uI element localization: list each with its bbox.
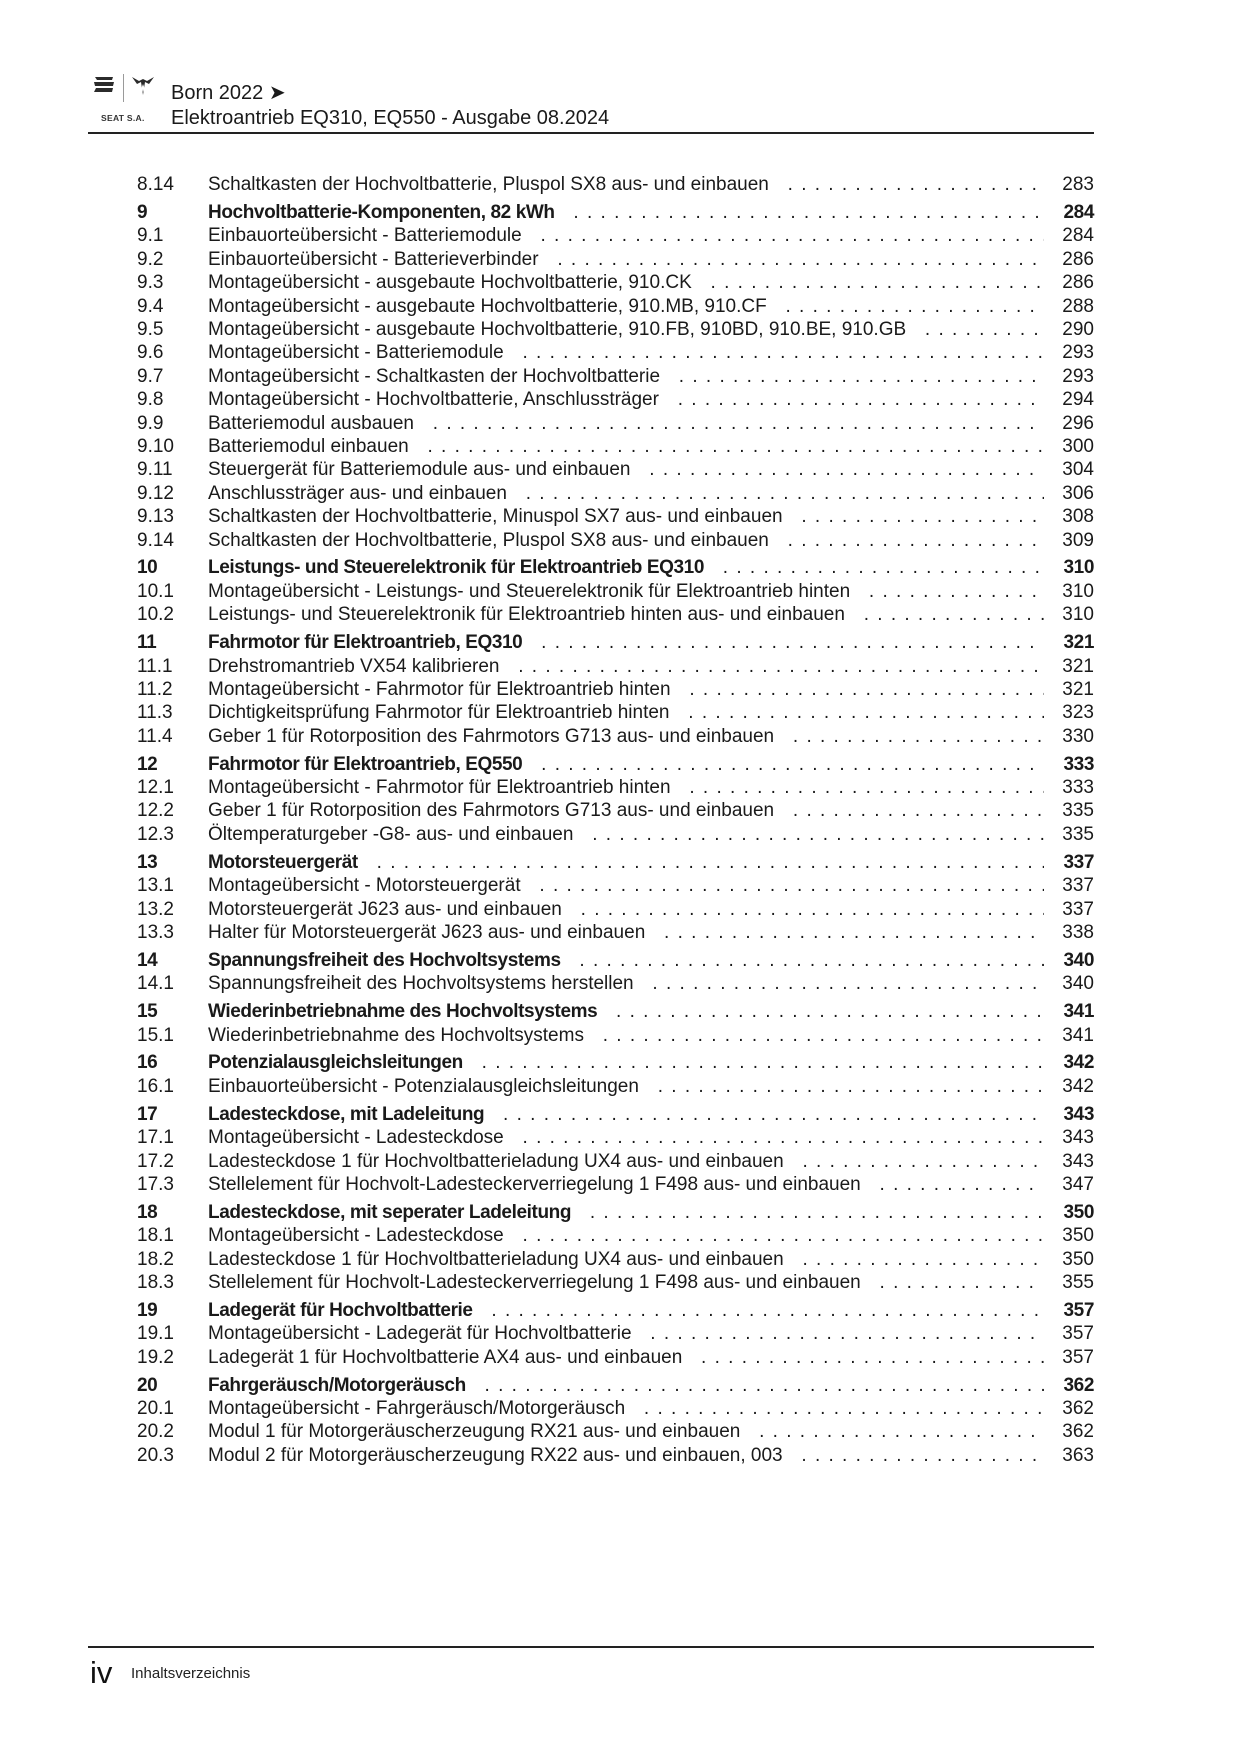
toc-entry-number: 9.4	[137, 295, 164, 317]
toc-entry-page[interactable]: 357	[1044, 1345, 1094, 1371]
toc-entry-number: 9.2	[137, 248, 164, 270]
toc-entry-title-with-leader	[208, 387, 1090, 413]
toc-entry-title-with-leader	[208, 602, 1090, 628]
toc-entry-number: 17.2	[137, 1150, 174, 1172]
page-header	[0, 0, 1240, 140]
toc-section-entry[interactable]	[0, 528, 1240, 554]
toc-entry-number: 16.1	[137, 1075, 174, 1097]
toc-entry-number: 20.2	[137, 1421, 174, 1443]
toc-entry-title-with-leader	[208, 1419, 1090, 1445]
toc-entry-title[interactable]: Spannungsfreiheit des Hochvoltsystems herstellen	[208, 973, 634, 995]
toc-entry-title[interactable]: Montageübersicht - Schaltkasten der Hochvoltbatterie	[208, 365, 661, 387]
toc-entry-title-with-leader	[208, 172, 1090, 198]
toc-entry-title-with-leader	[208, 481, 1090, 507]
toc-entry-title[interactable]: Montageübersicht - Fahrgeräusch/Motorgeräusch	[208, 1398, 626, 1419]
toc-entry-title[interactable]: Montageübersicht - Ladesteckdose	[208, 1127, 504, 1149]
toc-entry-title-with-leader	[208, 504, 1090, 530]
toc-entry-title[interactable]: Fahrgeräusch/Motorgeräusch	[208, 1374, 466, 1396]
toc-entry-title[interactable]: Spannungsfreiheit des Hochvoltsystems	[208, 949, 561, 971]
toc-entry-page[interactable]: 363	[1044, 1443, 1094, 1469]
toc-entry-title[interactable]: Montageübersicht - Ladegerät für Hochvoltbatterie	[208, 1323, 632, 1345]
toc-entry-title-with-leader	[208, 555, 1090, 581]
toc-entry-title[interactable]: Motorsteuergerät	[208, 851, 358, 873]
toc-section-entry[interactable]	[0, 364, 1240, 390]
toc-entry-page[interactable]: 310	[1044, 555, 1094, 581]
toc-entry-title-with-leader	[208, 1050, 1090, 1076]
toc-entry-page[interactable]: 340	[1044, 971, 1094, 997]
model-title: Born 2022 ➤	[171, 82, 286, 104]
toc-section-entry[interactable]	[0, 1023, 1240, 1049]
toc-entry-number: 19.1	[137, 1323, 174, 1345]
toc-chapter-entry[interactable]	[0, 200, 1240, 226]
toc-chapter-entry[interactable]	[0, 630, 1240, 656]
toc-entry-title[interactable]: Montageübersicht - ausgebaute Hochvoltbatterie, 910.MB, 910.CF	[208, 295, 767, 317]
toc-entry-title-with-leader	[208, 340, 1090, 366]
toc-entry-number: 13.1	[137, 875, 174, 897]
toc-entry-number: 20	[137, 1374, 158, 1396]
toc-entry-title[interactable]: Montageübersicht - Ladesteckdose	[208, 1225, 504, 1247]
toc-entry-title-with-leader	[208, 1345, 1090, 1371]
toc-entry-page[interactable]: 341	[1044, 999, 1094, 1025]
toc-section-entry[interactable]	[0, 387, 1240, 413]
toc-entry-title-with-leader	[208, 654, 1090, 680]
toc-entry-title[interactable]: Schaltkasten der Hochvoltbatterie, Minuspol SX7 aus- und einbauen	[208, 506, 783, 528]
toc-section-entry[interactable]	[0, 1247, 1240, 1273]
toc-entry-title[interactable]: Leistungs- und Steuerelektronik für Elektroantrieb EQ310	[208, 557, 704, 579]
toc-entry-page[interactable]: 337	[1044, 897, 1094, 923]
toc-entry-page[interactable]: 355	[1044, 1270, 1094, 1296]
toc-entry-page[interactable]: 333	[1044, 752, 1094, 778]
toc-entry-title-with-leader	[208, 822, 1090, 848]
toc-entry-number: 14	[137, 949, 158, 971]
toc-section-entry[interactable]	[0, 1321, 1240, 1347]
document-subtitle: Elektroantrieb EQ310, EQ550 - Ausgabe 08.2024	[171, 107, 610, 129]
toc-entry-page[interactable]: 284	[1044, 223, 1094, 249]
toc-section-entry[interactable]	[0, 920, 1240, 946]
toc-entry-title-with-leader	[208, 677, 1090, 703]
toc-entry-page[interactable]: 342	[1044, 1074, 1094, 1100]
toc-entry-title[interactable]: Dichtigkeitsprüfung Fahrmotor für Elektroantrieb hinten	[208, 702, 670, 724]
toc-entry-title-with-leader	[208, 1223, 1090, 1249]
toc-entry-title-with-leader	[208, 948, 1090, 974]
toc-entry-page[interactable]: 290	[1044, 317, 1094, 343]
toc-entry-title-with-leader	[208, 920, 1090, 946]
toc-entry-number: 9.5	[137, 318, 164, 340]
toc-section-entry[interactable]	[0, 434, 1240, 460]
toc-entry-page[interactable]: 337	[1044, 873, 1094, 899]
toc-entry-title[interactable]: Öltemperaturgeber -G8- aus- und einbauen	[208, 823, 574, 845]
seat-logo-icon	[93, 76, 115, 93]
toc-entry-number: 11.4	[137, 725, 173, 747]
toc-entry-title[interactable]: Ladegerät 1 für Hochvoltbatterie AX4 aus- und einbauen	[208, 1346, 683, 1368]
toc-entry-page[interactable]: 340	[1044, 948, 1094, 974]
toc-section-entry[interactable]	[0, 340, 1240, 366]
toc-section-entry[interactable]	[0, 654, 1240, 680]
toc-entry-page[interactable]: 306	[1044, 481, 1094, 507]
toc-entry-number: 8.14	[137, 174, 174, 195]
toc-section-entry[interactable]	[0, 822, 1240, 848]
toc-entry-title[interactable]: Einbauorteübersicht - Batteriemodule	[208, 225, 522, 247]
toc-entry-page[interactable]: 293	[1044, 364, 1094, 390]
toc-entry-title-with-leader	[208, 724, 1090, 750]
toc-entry-title[interactable]: Hochvoltbatterie-Komponenten, 82 kWh	[208, 201, 555, 223]
toc-entry-page[interactable]: 343	[1044, 1149, 1094, 1175]
toc-entry-title-with-leader	[208, 1270, 1090, 1296]
toc-section-entry[interactable]	[0, 971, 1240, 997]
toc-entry-title[interactable]: Drehstromantrieb VX54 kalibrieren	[208, 655, 500, 677]
toc-chapter-entry[interactable]	[0, 752, 1240, 778]
toc-chapter-entry[interactable]	[0, 850, 1240, 876]
toc-section-entry[interactable]	[0, 1223, 1240, 1249]
toc-entry-title-with-leader	[208, 1023, 1090, 1049]
toc-section-entry[interactable]	[0, 1419, 1240, 1445]
toc-entry-number: 15	[137, 1001, 158, 1023]
toc-entry-page[interactable]: 335	[1044, 798, 1094, 824]
toc-entry-title-with-leader	[208, 700, 1090, 726]
toc-entry-title-with-leader	[208, 1102, 1090, 1128]
toc-entry-title-with-leader	[208, 1443, 1090, 1469]
toc-entry-title[interactable]: Ladegerät für Hochvoltbatterie	[208, 1299, 473, 1321]
toc-chapter-entry[interactable]	[0, 1200, 1240, 1226]
toc-entry-number: 10.2	[137, 604, 174, 626]
footer-section-label: Inhaltsverzeichnis	[131, 1665, 251, 1682]
toc-entry-title-with-leader	[208, 775, 1090, 801]
toc-entry-page[interactable]: 296	[1044, 411, 1094, 437]
toc-section-entry[interactable]	[0, 1074, 1240, 1100]
toc-entry-page[interactable]: 321	[1044, 677, 1094, 703]
toc-entry-title[interactable]: Geber 1 für Rotorposition des Fahrmotors G713 aus- und einbauen	[208, 800, 775, 822]
toc-entry-title[interactable]: Steuergerät für Batteriemodule aus- und einbauen	[208, 459, 631, 481]
toc-entry-title-with-leader	[208, 364, 1090, 390]
toc-entry-page[interactable]: 338	[1044, 920, 1094, 946]
toc-chapter-entry[interactable]	[0, 555, 1240, 581]
toc-entry-number: 9.3	[137, 272, 164, 294]
toc-entry-page[interactable]: 283	[1044, 172, 1094, 198]
toc-entry-page[interactable]: 286	[1044, 247, 1094, 273]
toc-entry-page[interactable]: 309	[1044, 528, 1094, 554]
toc-section-entry[interactable]	[0, 1149, 1240, 1175]
toc-entry-page[interactable]: 284	[1044, 200, 1094, 226]
toc-section-entry[interactable]	[0, 457, 1240, 483]
toc-entry-number: 13.3	[137, 921, 174, 943]
toc-chapter-entry[interactable]	[0, 1373, 1240, 1399]
toc-section-entry[interactable]	[0, 223, 1240, 249]
toc-chapter-entry[interactable]	[0, 1102, 1240, 1128]
toc-entry-number: 9.7	[137, 365, 164, 387]
toc-section-entry[interactable]	[0, 579, 1240, 605]
toc-entry-number: 9.10	[137, 435, 174, 457]
toc-entry-number: 9.6	[137, 342, 164, 364]
toc-entry-page[interactable]: 362	[1044, 1373, 1094, 1399]
toc-section-entry[interactable]	[0, 1125, 1240, 1151]
toc-entry-title[interactable]: Batteriemodul einbauen	[208, 435, 409, 457]
toc-entry-title[interactable]: Montageübersicht - Fahrmotor für Elektroantrieb hinten	[208, 678, 671, 700]
toc-entry-title[interactable]: Montageübersicht - Hochvoltbatterie, Anschlussträger	[208, 389, 659, 411]
toc-section-entry[interactable]	[0, 700, 1240, 726]
toc-entry-title[interactable]: Schaltkasten der Hochvoltbatterie, Pluspol SX8 aus- und einbauen	[208, 529, 769, 551]
toc-entry-page[interactable]: 321	[1044, 630, 1094, 656]
toc-entry-title[interactable]: Potenzialausgleichsleitungen	[208, 1052, 463, 1074]
toc-chapter-entry[interactable]	[0, 1050, 1240, 1076]
toc-entry-number: 12	[137, 753, 158, 775]
toc-entry-page[interactable]: 286	[1044, 270, 1094, 296]
toc-entry-title[interactable]: Einbauorteübersicht - Batterieverbinder	[208, 248, 539, 270]
toc-entry-title-with-leader	[208, 411, 1090, 437]
toc-entry-title[interactable]: Modul 1 für Motorgeräuscherzeugung RX21 aus- und einbauen	[208, 1421, 741, 1443]
toc-section-entry[interactable]	[0, 504, 1240, 530]
toc-section-entry[interactable]	[0, 294, 1240, 320]
toc-entry-title-with-leader	[208, 434, 1090, 460]
toc-section-entry[interactable]	[0, 775, 1240, 801]
toc-entry-page[interactable]: 330	[1044, 724, 1094, 750]
toc-entry-title[interactable]: Halter für Motorsteuergerät J623 aus- und einbauen	[208, 921, 646, 943]
toc-entry-title-with-leader	[208, 1172, 1090, 1198]
toc-entry-number: 9.12	[137, 482, 174, 504]
toc-chapter-entry[interactable]	[0, 999, 1240, 1025]
toc-section-entry[interactable]	[0, 247, 1240, 273]
toc-entry-page[interactable]: 357	[1044, 1321, 1094, 1347]
toc-section-entry[interactable]	[0, 317, 1240, 343]
footer-divider	[88, 1646, 1094, 1648]
toc-entry-title[interactable]: Montageübersicht - Batteriemodule	[208, 342, 504, 364]
toc-entry-page[interactable]: 333	[1044, 775, 1094, 801]
toc-entry-number: 12.2	[137, 800, 174, 822]
toc-entry-title-with-leader	[208, 317, 1090, 343]
toc-entry-number: 14.1	[137, 973, 174, 995]
toc-entry-title-with-leader	[208, 999, 1090, 1025]
toc-entry-page[interactable]: 300	[1044, 434, 1094, 460]
toc-entry-number: 19	[137, 1299, 158, 1321]
toc-section-entry[interactable]	[0, 1270, 1240, 1296]
toc-entry-number: 13.2	[137, 898, 174, 920]
toc-entry-page[interactable]: 350	[1044, 1247, 1094, 1273]
toc-entry-title[interactable]: Fahrmotor für Elektroantrieb, EQ550	[208, 753, 523, 775]
toc-entry-page[interactable]: 294	[1044, 387, 1094, 413]
toc-entry-title[interactable]: Modul 2 für Motorgeräuscherzeugung RX22 aus- und einbauen, 003	[208, 1444, 783, 1466]
toc-entry-page[interactable]: 293	[1044, 340, 1094, 366]
toc-entry-title-with-leader	[208, 579, 1090, 605]
toc-chapter-entry[interactable]	[0, 948, 1240, 974]
toc-entry-number: 11.1	[137, 655, 173, 677]
toc-entry-title-with-leader	[208, 1321, 1090, 1347]
toc-entry-page[interactable]: 337	[1044, 850, 1094, 876]
toc-entry-title[interactable]: Montageübersicht - Fahrmotor für Elektroantrieb hinten	[208, 777, 671, 798]
toc-entry-title-with-leader	[208, 1298, 1090, 1324]
toc-entry-title[interactable]: Stellelement für Hochvolt-Ladesteckerverriegelung 1 F498 aus- und einbauen	[208, 1173, 861, 1195]
toc-entry-page[interactable]: 362	[1044, 1396, 1094, 1422]
toc-entry-title[interactable]: Anschlussträger aus- und einbauen	[208, 482, 507, 504]
toc-entry-title-with-leader	[208, 850, 1090, 876]
toc-entry-number: 18	[137, 1201, 158, 1223]
toc-entry-page[interactable]: 321	[1044, 654, 1094, 680]
toc-entry-title[interactable]: Montageübersicht - ausgebaute Hochvoltbatterie, 910.CK	[208, 272, 692, 294]
toc-entry-title[interactable]: Leistungs- und Steuerelektronik für Elektroantrieb hinten aus- und einbauen	[208, 604, 845, 626]
toc-entry-title[interactable]: Ladesteckdose, mit seperater Ladeleitung	[208, 1201, 572, 1223]
toc-entry-number: 19.2	[137, 1346, 174, 1368]
toc-entry-title-with-leader	[208, 897, 1090, 923]
toc-entry-title-with-leader	[208, 1373, 1090, 1399]
toc-chapter-entry[interactable]	[0, 1298, 1240, 1324]
toc-entry-title[interactable]: Schaltkasten der Hochvoltbatterie, Pluspol SX8 aus- und einbauen	[208, 174, 769, 195]
toc-entry-title-with-leader	[208, 223, 1090, 249]
toc-entry-number: 17	[137, 1103, 158, 1125]
toc-entry-title-with-leader	[208, 752, 1090, 778]
toc-entry-page[interactable]: 308	[1044, 504, 1094, 530]
toc-entry-title[interactable]: Wiederinbetriebnahme des Hochvoltsystems	[208, 1024, 584, 1046]
toc-section-entry[interactable]	[0, 1345, 1240, 1371]
toc-section-entry[interactable]	[0, 873, 1240, 899]
toc-entry-title-with-leader	[208, 457, 1090, 483]
toc-entry-number: 11.2	[137, 678, 173, 700]
toc-section-entry[interactable]	[0, 724, 1240, 750]
toc-entry-title-with-leader	[208, 971, 1090, 997]
toc-entry-number: 15.1	[137, 1024, 174, 1046]
toc-entry-page[interactable]: 347	[1044, 1172, 1094, 1198]
toc-entry-title-with-leader	[208, 630, 1090, 656]
toc-entry-number: 9.9	[137, 412, 164, 434]
toc-entry-number: 9.14	[137, 529, 174, 551]
toc-entry-page[interactable]: 310	[1044, 579, 1094, 605]
toc-entry-title-with-leader	[208, 1149, 1090, 1175]
toc-entry-page[interactable]: 343	[1044, 1102, 1094, 1128]
toc-section-entry[interactable]	[0, 172, 1240, 198]
toc-section-entry[interactable]	[0, 677, 1240, 703]
toc-entry-page[interactable]: 357	[1044, 1298, 1094, 1324]
toc-entry-title[interactable]: Ladesteckdose 1 für Hochvoltbatterieladung UX4 aus- und einbauen	[208, 1248, 784, 1270]
toc-entry-title[interactable]: Batteriemodul ausbauen	[208, 412, 414, 434]
toc-entry-title-with-leader	[208, 1200, 1090, 1226]
toc-entry-title-with-leader	[208, 1074, 1090, 1100]
toc-entry-number: 10	[137, 557, 158, 579]
toc-entry-number: 20.1	[137, 1398, 174, 1419]
toc-entry-number: 11	[137, 632, 157, 654]
toc-entry-title[interactable]: Ladesteckdose, mit Ladeleitung	[208, 1103, 485, 1125]
page-number: iv	[90, 1655, 113, 1690]
toc-entry-number: 9.13	[137, 506, 174, 528]
toc-entry-number: 12.1	[137, 777, 174, 798]
company-label: SEAT S.A.	[101, 113, 145, 123]
toc-entry-number: 9.1	[137, 225, 164, 247]
toc-section-entry[interactable]	[0, 1172, 1240, 1198]
toc-entry-number: 12.3	[137, 823, 174, 845]
toc-entry-number: 9.8	[137, 389, 164, 411]
toc-entry-page[interactable]: 341	[1044, 1023, 1094, 1049]
toc-entry-title-with-leader	[208, 247, 1090, 273]
toc-section-entry[interactable]	[0, 897, 1240, 923]
toc-entry-title[interactable]: Montageübersicht - ausgebaute Hochvoltbatterie, 910.FB, 910BD, 910.BE, 910.GB	[208, 318, 907, 340]
toc-entry-page[interactable]: 350	[1044, 1200, 1094, 1226]
toc-section-entry[interactable]	[0, 1443, 1240, 1469]
toc-section-entry[interactable]	[0, 798, 1240, 824]
toc-entry-title[interactable]: Stellelement für Hochvolt-Ladesteckerverriegelung 1 F498 aus- und einbauen	[208, 1272, 861, 1293]
toc-entry-number: 10.1	[137, 580, 174, 602]
toc-entry-title-with-leader	[208, 798, 1090, 824]
toc-section-entry[interactable]	[0, 1396, 1240, 1422]
toc-entry-number: 18.1	[137, 1225, 174, 1247]
toc-entry-title[interactable]: Motorsteuergerät J623 aus- und einbauen	[208, 898, 562, 920]
toc-entry-title-with-leader	[208, 1396, 1090, 1422]
toc-entry-number: 17.3	[137, 1173, 174, 1195]
toc-entry-page[interactable]: 304	[1044, 457, 1094, 483]
toc-entry-number: 18.3	[137, 1272, 174, 1293]
toc-entry-title-with-leader	[208, 528, 1090, 554]
toc-section-entry[interactable]	[0, 270, 1240, 296]
toc-entry-page[interactable]: 335	[1044, 822, 1094, 848]
toc-entry-title-with-leader	[208, 1125, 1090, 1151]
toc-entry-title-with-leader	[208, 200, 1090, 226]
toc-entry-title-with-leader	[208, 873, 1090, 899]
toc-entry-page[interactable]: 350	[1044, 1223, 1094, 1249]
toc-entry-title[interactable]: Fahrmotor für Elektroantrieb, EQ310	[208, 632, 523, 654]
toc-entry-number: 9	[137, 201, 148, 223]
toc-section-entry[interactable]	[0, 411, 1240, 437]
toc-entry-number: 13	[137, 851, 158, 873]
toc-section-entry[interactable]	[0, 602, 1240, 628]
toc-entry-title-with-leader	[208, 270, 1090, 296]
toc-entry-title[interactable]: Geber 1 für Rotorposition des Fahrmotors G713 aus- und einbauen	[208, 725, 775, 747]
toc-entry-title[interactable]: Montageübersicht - Motorsteuergerät	[208, 875, 521, 897]
header-divider	[88, 132, 1094, 134]
toc-entry-page[interactable]: 343	[1044, 1125, 1094, 1151]
logo-separator	[123, 74, 124, 102]
toc-entry-number: 17.1	[137, 1127, 174, 1149]
toc-entry-number: 9.11	[137, 459, 173, 481]
toc-entry-title[interactable]: Einbauorteübersicht - Potenzialausgleichsleitungen	[208, 1075, 639, 1097]
toc-entry-title-with-leader	[208, 1247, 1090, 1273]
toc-entry-title-with-leader	[208, 294, 1090, 320]
toc-entry-title[interactable]: Montageübersicht - Leistungs- und Steuerelektronik für Elektroantrieb hinten	[208, 580, 851, 602]
toc-entry-title[interactable]: Ladesteckdose 1 für Hochvoltbatterieladung UX4 aus- und einbauen	[208, 1150, 784, 1172]
toc-entry-title[interactable]: Wiederinbetriebnahme des Hochvoltsystems	[208, 1001, 598, 1023]
toc-entry-number: 11.3	[137, 702, 173, 724]
toc-entry-number: 20.3	[137, 1444, 174, 1466]
toc-entry-page[interactable]: 310	[1044, 602, 1094, 628]
toc-entry-page[interactable]: 288	[1044, 294, 1094, 320]
toc-entry-page[interactable]: 323	[1044, 700, 1094, 726]
toc-entry-page[interactable]: 342	[1044, 1050, 1094, 1076]
cupra-logo-icon	[131, 75, 155, 97]
toc-section-entry[interactable]	[0, 481, 1240, 507]
toc-entry-number: 16	[137, 1052, 158, 1074]
toc-entry-number: 18.2	[137, 1248, 174, 1270]
toc-entry-page[interactable]: 362	[1044, 1419, 1094, 1445]
